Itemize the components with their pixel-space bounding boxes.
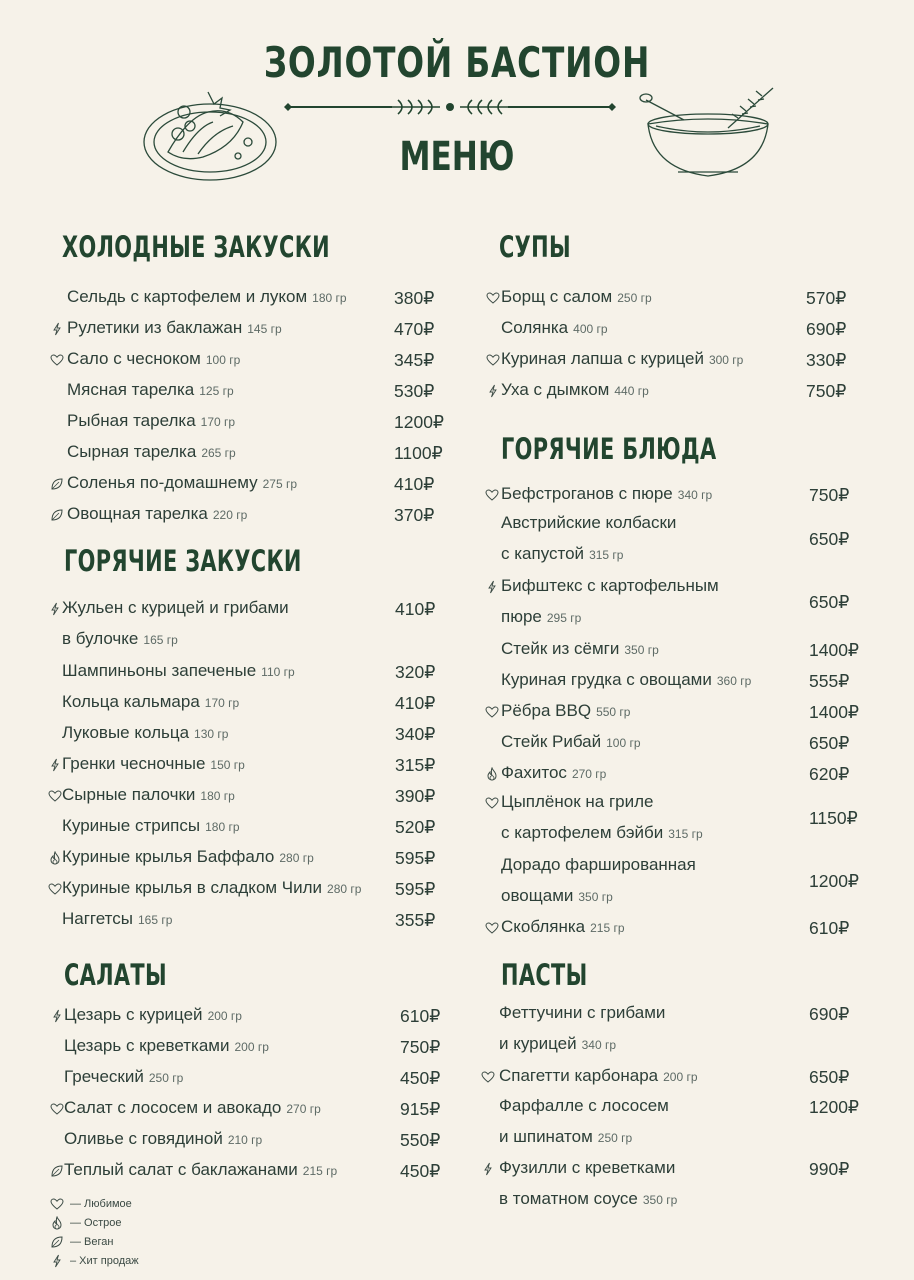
menu-item-name bbox=[62, 661, 295, 681]
dish-price: 315₽ bbox=[395, 755, 436, 775]
dish-price: 750₽ bbox=[809, 485, 850, 505]
dish-weight: 170 гр bbox=[204, 696, 240, 710]
menu-item-name bbox=[62, 847, 314, 867]
dish-price: 610₽ bbox=[400, 1006, 441, 1026]
menu-item-name bbox=[64, 1160, 337, 1180]
dish-name: Мясная тарелка bbox=[67, 380, 195, 399]
dish-weight: 400 гр bbox=[573, 322, 608, 336]
lightning-icon bbox=[50, 1254, 64, 1268]
menu-item-name bbox=[67, 349, 240, 369]
heart-icon bbox=[485, 921, 499, 935]
menu-title: МЕНЮ bbox=[399, 134, 515, 180]
dish-name: и шпинатом bbox=[499, 1127, 593, 1146]
dish-weight: 215 гр bbox=[302, 1164, 338, 1178]
dish-price: 520₽ bbox=[395, 817, 436, 837]
menu-item-name bbox=[64, 1067, 183, 1087]
menu-item-name bbox=[501, 639, 659, 659]
dish-name: Соленья по-домашнему bbox=[67, 473, 258, 492]
leaf-icon bbox=[50, 508, 64, 522]
dish-weight: 165 гр bbox=[137, 913, 173, 927]
heart-icon bbox=[48, 882, 62, 896]
dish-name: Борщ с салом bbox=[501, 287, 613, 306]
dish-price: 345₽ bbox=[394, 350, 435, 370]
dish-name: Спагетти карбонара bbox=[499, 1066, 659, 1085]
dish-price: 380₽ bbox=[394, 288, 435, 308]
dish-name: Бефстроганов с пюре bbox=[501, 484, 673, 503]
lightning-icon bbox=[485, 580, 499, 594]
dish-name: Салат с лососем и авокадо bbox=[64, 1098, 282, 1117]
dish-weight: 130 гр bbox=[194, 727, 229, 741]
dish-name: Гренки чесночные bbox=[62, 754, 206, 773]
menu-item-name bbox=[501, 792, 653, 812]
section-title: СУПЫ bbox=[499, 230, 571, 264]
dish-name: в томатном соусе bbox=[499, 1189, 638, 1208]
dish-weight: 200 гр bbox=[234, 1040, 269, 1054]
dish-name: Куриные крылья в сладком Чили bbox=[62, 878, 323, 897]
dish-name: Куриная лапша с курицей bbox=[501, 349, 704, 368]
dish-weight: 350 гр bbox=[578, 890, 613, 904]
lightning-icon bbox=[481, 1162, 495, 1176]
menu-item-name bbox=[501, 917, 625, 937]
dish-price: 340₽ bbox=[395, 724, 436, 744]
dish-price: 650₽ bbox=[809, 733, 850, 753]
menu-item-name-continued bbox=[499, 1189, 677, 1209]
dish-weight: 275 гр bbox=[262, 477, 298, 491]
dish-name: Наггетсы bbox=[62, 909, 133, 928]
dish-weight: 200 гр bbox=[663, 1070, 698, 1084]
menu-item-name bbox=[501, 287, 652, 307]
legend-label: — Любимое bbox=[70, 1197, 132, 1210]
menu-item-name bbox=[499, 1096, 669, 1116]
legend-item bbox=[50, 1197, 132, 1211]
dish-name: в булочке bbox=[62, 629, 139, 648]
menu-item-name bbox=[501, 513, 676, 533]
dish-weight: 145 гр bbox=[247, 322, 282, 336]
menu-item-name bbox=[501, 576, 719, 596]
dish-name: Кольца кальмара bbox=[62, 692, 200, 711]
dish-price: 650₽ bbox=[809, 591, 850, 612]
dish-price: 410₽ bbox=[395, 599, 436, 619]
menu-item-name bbox=[501, 701, 630, 721]
dish-weight: 350 гр bbox=[642, 1193, 678, 1207]
dish-price: 750₽ bbox=[806, 381, 847, 401]
menu-item-name bbox=[67, 504, 247, 524]
dish-weight: 295 гр bbox=[546, 611, 582, 625]
menu-item-name bbox=[62, 754, 245, 774]
dish-weight: 550 гр bbox=[596, 705, 631, 719]
menu-item-name bbox=[501, 318, 608, 338]
menu-item-name bbox=[62, 878, 361, 898]
leaf-icon bbox=[50, 1235, 64, 1249]
heart-icon bbox=[486, 353, 500, 367]
dish-price: 570₽ bbox=[806, 288, 847, 308]
legend-item bbox=[50, 1235, 113, 1249]
dish-weight: 270 гр bbox=[571, 767, 607, 781]
dish-name: Стейк из сёмги bbox=[501, 639, 620, 658]
menu-item-name bbox=[67, 380, 234, 400]
dish-weight: 340 гр bbox=[677, 488, 713, 502]
dish-weight: 250 гр bbox=[617, 291, 652, 305]
dish-price: 595₽ bbox=[395, 848, 436, 868]
leaf-icon bbox=[50, 477, 64, 491]
dish-name: Цезарь с курицей bbox=[64, 1005, 203, 1024]
dish-price: 390₽ bbox=[395, 786, 436, 806]
dish-name: пюре bbox=[501, 607, 542, 626]
dish-name: Оливье с говядиной bbox=[64, 1129, 223, 1148]
dish-weight: 170 гр bbox=[200, 415, 236, 429]
dish-price: 620₽ bbox=[809, 764, 850, 784]
dish-price: 1200₽ bbox=[809, 870, 860, 891]
menu-item-name bbox=[67, 318, 282, 338]
menu-item-name bbox=[67, 411, 235, 431]
dish-weight: 100 гр bbox=[205, 353, 241, 367]
legend-label: — Веган bbox=[70, 1235, 114, 1248]
dish-price: 1150₽ bbox=[809, 807, 858, 828]
menu-item-name bbox=[499, 1066, 698, 1086]
menu-item-name bbox=[499, 1003, 665, 1023]
lightning-icon bbox=[486, 384, 500, 398]
fire-icon bbox=[485, 767, 499, 781]
dish-price: 690₽ bbox=[806, 319, 847, 339]
dish-name: и курицей bbox=[499, 1034, 577, 1053]
dish-name: Бифштекс с картофельным bbox=[501, 576, 719, 595]
dish-weight: 340 гр bbox=[581, 1038, 617, 1052]
dish-weight: 180 гр bbox=[200, 789, 235, 803]
menu-item-name bbox=[499, 1158, 675, 1178]
dish-name: Теплый салат с баклажанами bbox=[64, 1160, 298, 1179]
lightning-icon bbox=[50, 322, 64, 336]
dish-name: с картофелем бэйби bbox=[501, 823, 664, 842]
leaf-icon bbox=[50, 1164, 64, 1178]
heart-icon bbox=[48, 789, 62, 803]
section-title: ХОЛОДНЫЕ ЗАКУСКИ bbox=[62, 230, 330, 264]
dish-name: Шампиньоны запеченые bbox=[62, 661, 257, 680]
dish-name: овощами bbox=[501, 886, 574, 905]
dish-name: Уха с дымком bbox=[501, 380, 610, 399]
lightning-icon bbox=[48, 602, 62, 616]
dish-price: 595₽ bbox=[395, 879, 436, 899]
dish-name: Сало с чесноком bbox=[67, 349, 201, 368]
dish-weight: 180 гр bbox=[312, 291, 347, 305]
legend-item bbox=[50, 1216, 122, 1230]
dish-name: Рыбная тарелка bbox=[67, 411, 196, 430]
dish-name: с капустой bbox=[501, 544, 585, 563]
menu-item-name-continued bbox=[499, 1034, 616, 1054]
dish-weight: 265 гр bbox=[201, 446, 236, 460]
lightning-icon bbox=[50, 1009, 64, 1023]
dish-weight: 315 гр bbox=[589, 548, 624, 562]
dish-weight: 250 гр bbox=[148, 1071, 184, 1085]
dish-price: 470₽ bbox=[394, 319, 435, 339]
dish-price: 1400₽ bbox=[809, 702, 860, 722]
dish-name: Куриная грудка с овощами bbox=[501, 670, 712, 689]
dish-price: 410₽ bbox=[394, 474, 435, 494]
dish-name: Греческий bbox=[64, 1067, 144, 1086]
dish-price: 610₽ bbox=[809, 918, 850, 938]
dish-name: Стейк Рибай bbox=[501, 732, 602, 751]
dish-name: Цыплёнок на гриле bbox=[501, 792, 654, 811]
heart-icon bbox=[485, 705, 499, 719]
menu-item-name bbox=[64, 1005, 242, 1025]
dish-weight: 165 гр bbox=[143, 633, 178, 647]
heart-icon bbox=[485, 488, 499, 502]
dish-name: Сырная тарелка bbox=[67, 442, 197, 461]
dish-price: 450₽ bbox=[400, 1068, 441, 1088]
menu-item-name-continued bbox=[501, 886, 613, 906]
dish-price: 750₽ bbox=[400, 1037, 441, 1057]
dish-weight: 210 гр bbox=[227, 1133, 263, 1147]
dish-name: Феттучини с грибами bbox=[499, 1003, 666, 1022]
section-title: ПАСТЫ bbox=[501, 958, 588, 992]
section-title: ГОРЯЧИЕ БЛЮДА bbox=[501, 432, 717, 466]
dish-name: Сырные палочки bbox=[62, 785, 196, 804]
dish-name: Фузилли с креветками bbox=[499, 1158, 676, 1177]
dish-price: 355₽ bbox=[395, 910, 436, 930]
menu-item-name-continued bbox=[501, 544, 623, 564]
heart-icon bbox=[50, 1102, 64, 1116]
dish-weight: 220 гр bbox=[212, 508, 248, 522]
menu-item-name bbox=[67, 287, 347, 307]
dish-name: Солянка bbox=[501, 318, 569, 337]
menu-item-name bbox=[501, 484, 712, 504]
dish-name: Сельдь с картофелем и луком bbox=[67, 287, 308, 306]
dish-name: Рёбра BBQ bbox=[501, 701, 592, 720]
dish-weight: 350 гр bbox=[624, 643, 659, 657]
menu-item-name bbox=[64, 1098, 321, 1118]
restaurant-name: ЗОЛОТОЙ БАСТИОН bbox=[263, 38, 651, 87]
legend-item bbox=[50, 1254, 139, 1268]
menu-item-name bbox=[64, 1129, 262, 1149]
menu-item-name bbox=[501, 763, 606, 783]
dish-name: Рулетики из баклажан bbox=[67, 318, 243, 337]
menu-item-name bbox=[62, 692, 239, 712]
menu-item-name bbox=[501, 380, 649, 400]
menu-item-name bbox=[501, 732, 641, 752]
menu-item-name-continued bbox=[501, 823, 703, 843]
dish-weight: 150 гр bbox=[210, 758, 245, 772]
bowl-illustration bbox=[638, 84, 783, 184]
dish-name: Фарфалле с лососем bbox=[499, 1096, 669, 1115]
dish-name: Луковые кольца bbox=[62, 723, 190, 742]
dish-name: Куриные стрипсы bbox=[62, 816, 201, 835]
dish-price: 915₽ bbox=[400, 1099, 441, 1119]
menu-item-name bbox=[501, 349, 743, 369]
menu-item-name-continued bbox=[499, 1127, 632, 1147]
menu-item-name bbox=[64, 1036, 269, 1056]
dish-price: 370₽ bbox=[394, 505, 435, 525]
dish-weight: 270 гр bbox=[286, 1102, 321, 1116]
fire-icon bbox=[48, 851, 62, 865]
dish-price: 320₽ bbox=[395, 662, 436, 682]
menu-item-name bbox=[62, 598, 289, 618]
dish-price: 650₽ bbox=[809, 528, 850, 549]
dish-name: Фахитос bbox=[501, 763, 567, 782]
dish-price: 330₽ bbox=[806, 350, 847, 370]
dish-name: Цезарь с креветками bbox=[64, 1036, 230, 1055]
dish-weight: 280 гр bbox=[327, 882, 362, 896]
dish-price: 990₽ bbox=[809, 1159, 850, 1179]
menu-item-name bbox=[62, 723, 228, 743]
dish-price: 555₽ bbox=[809, 671, 850, 691]
heart-icon bbox=[486, 291, 500, 305]
dish-name: Жульен с курицей и грибами bbox=[62, 598, 289, 617]
menu-item-name bbox=[501, 855, 696, 875]
dish-weight: 200 гр bbox=[207, 1009, 242, 1023]
menu-item-name bbox=[62, 785, 235, 805]
menu-item-name-continued bbox=[501, 607, 581, 627]
menu-item-name-continued bbox=[62, 629, 178, 649]
menu-item-name bbox=[501, 670, 751, 690]
dish-weight: 360 гр bbox=[716, 674, 752, 688]
dish-weight: 180 гр bbox=[205, 820, 240, 834]
dish-price: 1400₽ bbox=[809, 640, 860, 660]
dish-weight: 125 гр bbox=[199, 384, 234, 398]
dish-weight: 280 гр bbox=[279, 851, 314, 865]
dish-weight: 440 гр bbox=[614, 384, 649, 398]
section-title: ГОРЯЧИЕ ЗАКУСКИ bbox=[64, 544, 302, 578]
dish-name: Дорадо фаршированная bbox=[501, 855, 696, 874]
heart-icon bbox=[481, 1070, 495, 1084]
dish-name: Куриные крылья Баффало bbox=[62, 847, 275, 866]
fire-icon bbox=[50, 1216, 64, 1230]
dish-price: 450₽ bbox=[400, 1161, 441, 1181]
plate-illustration bbox=[138, 82, 283, 187]
menu-item-name bbox=[67, 473, 297, 493]
lightning-icon bbox=[48, 758, 62, 772]
dish-weight: 250 гр bbox=[597, 1131, 633, 1145]
dish-price: 1100₽ bbox=[394, 443, 443, 463]
menu-item-name bbox=[62, 909, 172, 929]
dish-price: 550₽ bbox=[400, 1130, 441, 1150]
dish-name: Овощная тарелка bbox=[67, 504, 208, 523]
dish-price: 530₽ bbox=[394, 381, 435, 401]
dish-name: Скоблянка bbox=[501, 917, 586, 936]
dish-price: 1200₽ bbox=[809, 1097, 860, 1117]
menu-item-name bbox=[67, 442, 236, 462]
heart-icon bbox=[50, 1197, 64, 1211]
dish-weight: 300 гр bbox=[708, 353, 744, 367]
dish-weight: 110 гр bbox=[261, 665, 295, 679]
dish-price: 650₽ bbox=[809, 1067, 850, 1087]
dish-weight: 315 гр bbox=[668, 827, 703, 841]
menu-item-name bbox=[62, 816, 240, 836]
dish-weight: 100 гр bbox=[606, 736, 641, 750]
section-title: САЛАТЫ bbox=[64, 958, 168, 992]
dish-price: 410₽ bbox=[395, 693, 436, 713]
dish-price: 690₽ bbox=[809, 1004, 850, 1024]
legend-label: — Острое bbox=[70, 1216, 122, 1229]
heart-icon bbox=[485, 796, 499, 810]
heart-icon bbox=[50, 353, 64, 367]
ornament-divider bbox=[280, 92, 620, 122]
dish-name: Австрийские колбаски bbox=[501, 513, 677, 532]
dish-weight: 215 гр bbox=[590, 921, 625, 935]
legend-label: – Хит продаж bbox=[70, 1254, 139, 1267]
dish-price: 1200₽ bbox=[394, 412, 445, 432]
